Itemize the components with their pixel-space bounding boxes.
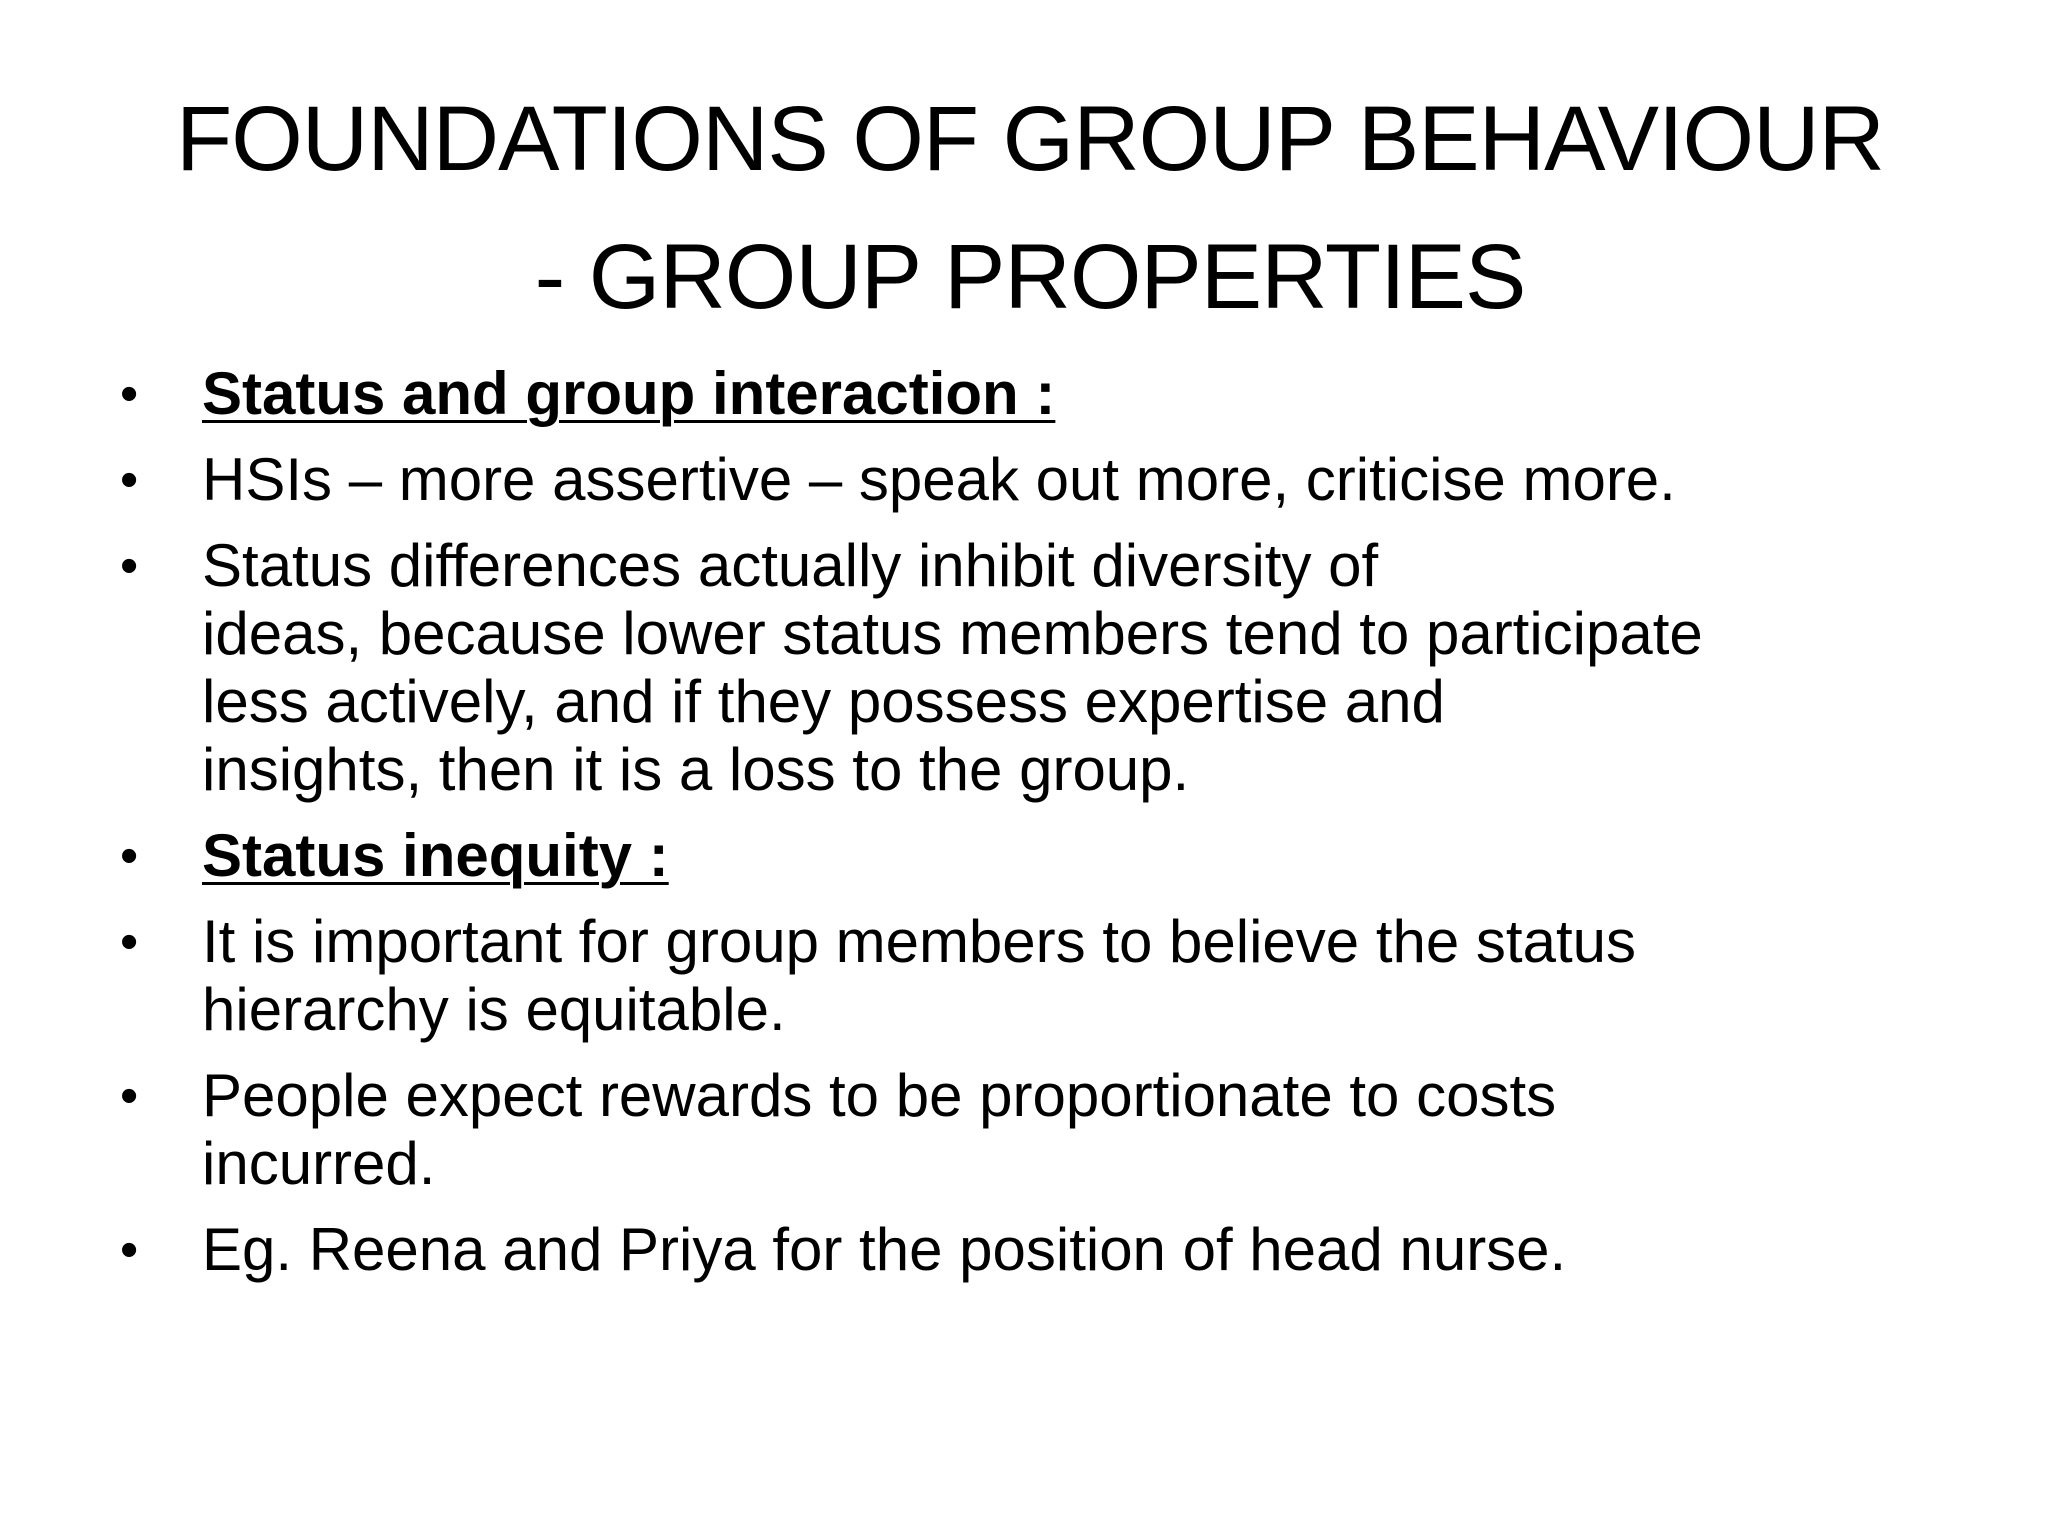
bullet-line: ideas, because lower status members tend to participate — [202, 600, 1703, 667]
bullet-item — [120, 446, 1940, 514]
bullet-line: Status differences actually inhibit diversity of — [202, 532, 1379, 599]
slide-title — [100, 70, 1960, 346]
bullet-line: insights, then it is a loss to the group. — [202, 736, 1190, 803]
bullet-text — [202, 446, 1940, 514]
bullet-line: incurred. — [202, 1130, 436, 1197]
slide-title-line-1: FOUNDATIONS OF GROUP BEHAVIOUR — [176, 88, 1884, 190]
bullet-line: less actively, and if they possess expertise and — [202, 668, 1445, 735]
bullet-item — [120, 1216, 1940, 1284]
slide-title-line-2: - GROUP PROPERTIES — [534, 226, 1526, 328]
bullet-text — [202, 908, 1940, 1044]
bullet-item — [120, 532, 1940, 804]
bullet-line: HSIs – more assertive – speak out more, criticise more. — [202, 446, 1676, 513]
bullet-icon: • — [120, 1067, 139, 1125]
bullet-line: Status inequity : — [202, 822, 669, 889]
bullet-item — [120, 1062, 1940, 1198]
bullet-icon: • — [120, 913, 139, 971]
bullet-item — [120, 822, 1940, 890]
bullet-text — [202, 1062, 1940, 1198]
bullet-icon: • — [120, 1221, 139, 1279]
bullet-icon: • — [120, 537, 139, 595]
bullet-icon: • — [120, 365, 139, 423]
bullet-icon: • — [120, 451, 139, 509]
bullet-text — [202, 532, 1940, 804]
bullet-item — [120, 360, 1940, 428]
bullet-line: Eg. Reena and Priya for the position of head nurse. — [202, 1216, 1567, 1283]
section-heading — [202, 360, 1940, 428]
bullet-list — [120, 360, 1940, 1302]
bullet-line: Status and group interaction : — [202, 360, 1056, 427]
bullet-line: People expect rewards to be proportionate to costs — [202, 1062, 1557, 1129]
bullet-line: It is important for group members to believe the status — [202, 908, 1636, 975]
bullet-text — [202, 1216, 1940, 1284]
section-heading — [202, 822, 1940, 890]
bullet-line: hierarchy is equitable. — [202, 976, 786, 1043]
bullet-item — [120, 908, 1940, 1044]
bullet-icon: • — [120, 827, 139, 885]
